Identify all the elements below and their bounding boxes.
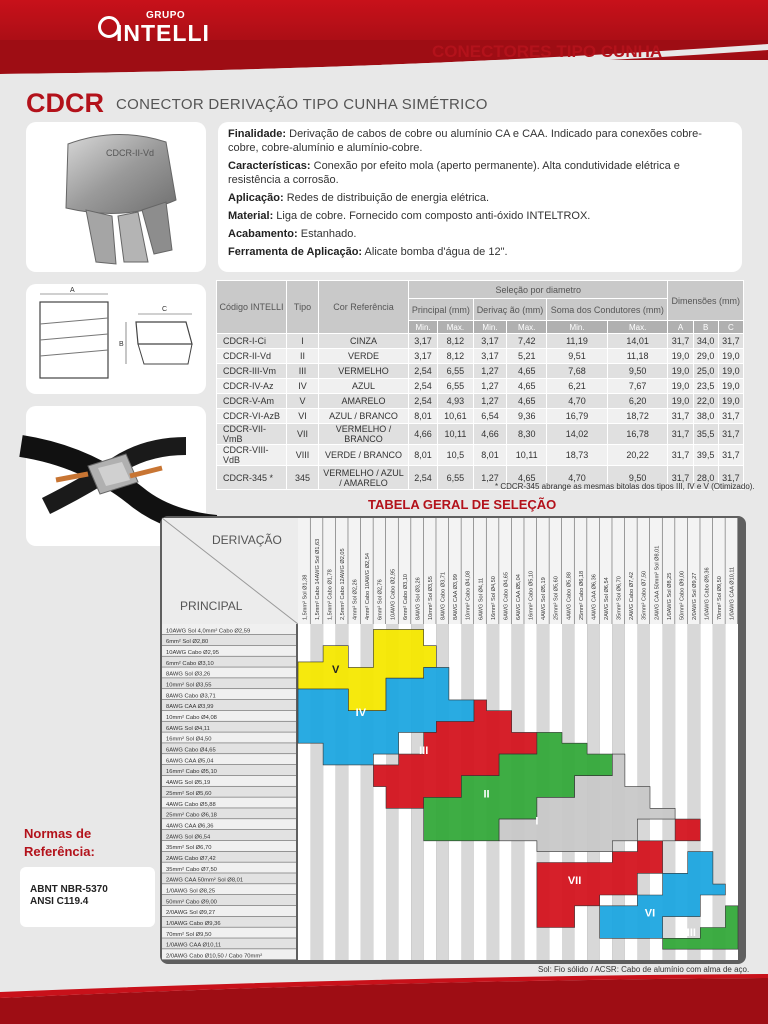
row-label: 1/0AWG CAA Ø10,11 — [166, 942, 222, 949]
row-label: 8AWG CAA Ø3,99 — [166, 704, 214, 711]
row-label: 6AWG Cabo Ø4,65 — [166, 747, 216, 754]
spec-cell: VI — [287, 409, 319, 424]
zone-label-ii: II — [483, 788, 490, 801]
spec-cell: 31,7 — [718, 334, 743, 349]
row-label: 2AWG Cabo Ø7,42 — [166, 855, 216, 862]
spec-cell: 8,01 — [409, 409, 438, 424]
spec-cell: 31,7 — [668, 445, 693, 466]
spec-cell: 8,12 — [438, 349, 474, 364]
normas-title-line2: Referência: — [24, 844, 95, 859]
spec-cell: 8,01 — [409, 445, 438, 466]
row-label: 1/0AWG Sol Ø8,25 — [166, 888, 216, 895]
spec-cell: 7,67 — [607, 379, 668, 394]
column-label: 25mm² Sol Ø5,60 — [553, 576, 560, 620]
spec-cell: 28,0 — [693, 466, 718, 490]
spec-cell: 35,5 — [693, 424, 718, 445]
spec-cell: VII — [287, 424, 319, 445]
row-label: 10mm² Sol Ø3,55 — [166, 682, 212, 689]
spec-cell: 16,79 — [547, 409, 608, 424]
column-label: 1,5mm² Cabo Ø1,78 — [327, 569, 334, 620]
spec-cell: 38,0 — [693, 409, 718, 424]
sub-a: A — [668, 321, 693, 334]
spec-cell: AZUL / BRANCO — [319, 409, 409, 424]
spec-cell: VERMELHO — [319, 364, 409, 379]
zone-label-iii: III — [419, 745, 429, 758]
row-label: 4AWG CAA Ø6,36 — [166, 823, 214, 830]
zone-label-viii: VIII — [679, 927, 696, 940]
row-label: 2AWG Sol Ø6,54 — [166, 834, 211, 841]
spec-cell: 16,78 — [607, 424, 668, 445]
column-label: 2AWG Sol Ø6,54 — [604, 577, 610, 620]
spec-cell: 4,65 — [507, 379, 547, 394]
column-label: 2AWG Cabo Ø7,42 — [629, 572, 636, 620]
column-label: 1/0AWG CAA Ø10,11 — [729, 566, 736, 620]
column-label: 8AWG CAA Ø3,99 — [453, 574, 460, 620]
spec-row — [217, 445, 744, 466]
product-info — [218, 122, 742, 272]
row-label: 50mm² Cabo Ø9,00 — [166, 899, 217, 906]
logo-name: INTELLI — [116, 20, 210, 46]
spec-cell: 14,01 — [607, 334, 668, 349]
norma-ansi: ANSI C119.4 — [30, 896, 89, 907]
normas-title — [24, 825, 95, 861]
spec-cell: 4,66 — [473, 424, 507, 445]
spec-cell: 9,36 — [507, 409, 547, 424]
zone-label-vi: VI — [644, 907, 656, 920]
column-label: 10mm² Sol Ø3,55 — [428, 576, 434, 620]
spec-cell: 6,21 — [547, 379, 608, 394]
spec-row — [217, 379, 744, 394]
spec-cell: 4,66 — [409, 424, 438, 445]
row-label: 6mm² Cabo Ø3,10 — [166, 660, 214, 667]
spec-cell: CDCR-345 * — [217, 466, 287, 490]
spec-cell: CDCR-II-Vd — [217, 349, 287, 364]
sub-max: Max. — [607, 321, 668, 334]
zone-label-vii: VII — [567, 875, 582, 888]
column-label: 25mm² Cabo Ø6,18 — [578, 570, 585, 620]
spec-cell: 19,0 — [718, 379, 743, 394]
selection-chart — [160, 516, 746, 964]
connector-photo — [26, 122, 206, 272]
spec-cell: 2,54 — [409, 379, 438, 394]
selection-title: TABELA GERAL DE SELEÇÃO — [368, 497, 557, 512]
dim-b-label: B — [119, 341, 124, 348]
column-label: 8AWG Cabo Ø3,71 — [440, 572, 447, 620]
spec-cell: 3,17 — [473, 349, 507, 364]
spec-cell: 1,27 — [473, 364, 507, 379]
spec-cell: CDCR-IV-Az — [217, 379, 287, 394]
spec-cell: II — [287, 349, 319, 364]
column-label: 6AWG CAA Ø5,04 — [516, 574, 522, 620]
spec-cell: 6,55 — [438, 379, 474, 394]
spec-cell: 9,51 — [547, 349, 608, 364]
spec-cell: 14,02 — [547, 424, 608, 445]
spec-cell: III — [287, 364, 319, 379]
zone-label-i: I — [535, 815, 539, 828]
spec-cell: 5,21 — [507, 349, 547, 364]
spec-cell: 19,0 — [668, 394, 693, 409]
column-stripe — [713, 624, 726, 960]
column-label: 1/0AWG Cabo Ø9,36 — [704, 567, 711, 620]
spec-cell: 3,17 — [473, 334, 507, 349]
row-label: 2/0AWG Sol Ø9,27 — [166, 910, 216, 917]
column-label: 4mm² Sol Ø2,26 — [352, 579, 359, 620]
column-stripe — [700, 624, 713, 960]
spec-cell: CDCR-V-Am — [217, 394, 287, 409]
spec-cell: CINZA — [319, 334, 409, 349]
row-label: 6AWG Sol Ø4,11 — [166, 725, 210, 732]
spec-cell: 31,7 — [668, 409, 693, 424]
spec-cell: 31,7 — [718, 466, 743, 490]
spec-table-body — [217, 334, 744, 490]
spec-cell: CDCR-VII-VmB — [217, 424, 287, 445]
col-tipo: Tipo — [287, 281, 319, 334]
row-label: 6mm² Sol Ø2,80 — [166, 639, 209, 646]
spec-cell: CDCR-VI-AzB — [217, 409, 287, 424]
row-label: 8AWG Cabo Ø3,71 — [166, 693, 216, 700]
row-label: 10mm² Cabo Ø4,08 — [166, 715, 217, 722]
row-label: 6AWG CAA Ø5,04 — [166, 758, 214, 765]
spec-cell: 39,5 — [693, 445, 718, 466]
spec-cell: I — [287, 334, 319, 349]
spec-cell: VERDE — [319, 349, 409, 364]
spec-cell: 11,19 — [547, 334, 608, 349]
sub-c: C — [718, 321, 743, 334]
column-label: 2,5mm² Cabo 12AWG Ø2,05 — [340, 548, 346, 620]
info-finalidade: Finalidade: Derivação de cabos de cobre ou alumínio CA e CAA. Indicado para conexões cobre-cobre, cobre-alumínio e alumínio-cobre. — [228, 128, 702, 154]
spec-cell: 34,0 — [693, 334, 718, 349]
column-label: 2/0AWG Sol Ø9,27 — [692, 572, 698, 620]
spec-cell: 6,20 — [607, 394, 668, 409]
normas-box — [20, 867, 155, 927]
spec-cell: 4,70 — [547, 394, 608, 409]
column-label: 16mm² Cabo Ø5,10 — [528, 570, 535, 620]
spec-cell: 20,22 — [607, 445, 668, 466]
norma-abnt: ABNT NBR-5370 — [30, 884, 108, 895]
spec-cell: VIII — [287, 445, 319, 466]
zone-label-v: V — [332, 663, 340, 676]
spec-cell: 25,0 — [693, 364, 718, 379]
spec-cell: 4,65 — [507, 364, 547, 379]
row-label: 2/0AWG Cabo Ø10,50 / Cabo 70mm² — [166, 953, 263, 960]
column-label: 2AWG CAA 50mm² Sol Ø8,01 — [654, 545, 661, 620]
spec-cell: 9,50 — [607, 466, 668, 490]
row-label: 70mm² Sol Ø9,50 — [166, 931, 212, 938]
spec-cell: 3,17 — [409, 349, 438, 364]
principal-label: PRINCIPAL — [180, 599, 243, 613]
col-principal: Principal (mm) — [409, 299, 474, 321]
spec-cell: VERMELHO / BRANCO — [319, 424, 409, 445]
logo-grupo: GRUPO — [146, 10, 186, 21]
spec-cell: 8,30 — [507, 424, 547, 445]
spec-cell: CDCR-III-Vm — [217, 364, 287, 379]
column-label: 16mm² Sol Ø4,50 — [490, 576, 497, 620]
spec-cell: 1,27 — [473, 466, 507, 490]
spec-cell: 3,17 — [409, 334, 438, 349]
column-label: 1,5mm² Cabo 14AWG Sol Ø1,63 — [314, 538, 321, 620]
spec-cell: 4,65 — [507, 394, 547, 409]
sub-min: Min. — [473, 321, 507, 334]
column-label: 6mm² Cabo Ø3,10 — [402, 573, 409, 620]
spec-table — [216, 280, 744, 490]
spec-cell: 19,0 — [668, 349, 693, 364]
spec-cell: VERMELHO / AZUL / AMARELO — [319, 466, 409, 490]
column-label: 4AWG Sol Ø5,19 — [541, 577, 548, 620]
spec-row — [217, 409, 744, 424]
col-soma: Soma dos Condutores (mm) — [547, 299, 668, 321]
sub-max: Max. — [438, 321, 474, 334]
row-label: 25mm² Cabo Ø6,18 — [166, 812, 217, 819]
spec-cell: 6,55 — [438, 364, 474, 379]
spec-cell: CDCR-I-Ci — [217, 334, 287, 349]
row-label: 35mm² Sol Ø6,70 — [166, 845, 212, 852]
column-label: 4mm² Cabo 10AWG Ø2,54 — [365, 553, 372, 620]
row-label: 8AWG Sol Ø3,26 — [166, 671, 211, 678]
connector-marking: CDCR-II-Vd — [106, 148, 155, 158]
spec-row — [217, 334, 744, 349]
row-label: 1/0AWG Cabo Ø9,36 — [166, 920, 221, 927]
spec-cell: 1,27 — [473, 379, 507, 394]
derivacao-label: DERIVAÇÃO — [212, 533, 282, 547]
spec-cell: IV — [287, 379, 319, 394]
spec-cell: 6,54 — [473, 409, 507, 424]
spec-cell: 19,0 — [718, 364, 743, 379]
zone-label-iv: IV — [355, 707, 367, 720]
spec-cell: 10,11 — [507, 445, 547, 466]
spec-cell: 10,61 — [438, 409, 474, 424]
spec-cell: 4,70 — [547, 466, 608, 490]
spec-cell: 22,0 — [693, 394, 718, 409]
sub-max: Max. — [507, 321, 547, 334]
spec-cell: 7,42 — [507, 334, 547, 349]
spec-cell: 19,0 — [668, 379, 693, 394]
spec-cell: 4,93 — [438, 394, 474, 409]
column-label: 4AWG Cabo Ø5,88 — [566, 572, 573, 620]
spec-cell: 8,01 — [473, 445, 507, 466]
sub-min: Min. — [409, 321, 438, 334]
spec-cell: 1,27 — [473, 394, 507, 409]
column-label: 8AWG Sol Ø3,26 — [415, 577, 422, 620]
column-label: 6AWG Cabo Ø4,65 — [503, 572, 510, 620]
spec-cell: 31,7 — [668, 334, 693, 349]
spec-cell: 31,7 — [718, 409, 743, 424]
spec-cell: 18,72 — [607, 409, 668, 424]
spec-row — [217, 424, 744, 445]
spec-cell: 9,50 — [607, 364, 668, 379]
column-label: 1,5mm² Sol Ø1,38 — [302, 574, 309, 620]
column-label: 35mm² Cabo Ø7,50 — [641, 570, 648, 620]
row-label: 10AWG Sol 4,0mm² Cabo Ø2,59 — [166, 628, 251, 635]
column-label: 70mm² Sol Ø9,50 — [717, 576, 724, 620]
spec-cell: 31,7 — [668, 424, 693, 445]
column-label: 4AWG CAA Ø6,36 — [591, 574, 598, 620]
info-ferramenta: Ferramenta de Aplicação: Alicate bomba d'água de 12". — [228, 246, 508, 258]
column-label: 50mm² Cabo Ø9,00 — [679, 570, 686, 620]
info-acabamento: Acabamento: Estanhado. — [228, 228, 357, 240]
dim-a-label: A — [70, 287, 75, 294]
sub-min: Min. — [547, 321, 608, 334]
info-caracteristicas: Características: Conexão por efeito mola (aperto permanente). Alta condutividade elétrica e resistência a corrosão. — [228, 160, 680, 186]
spec-cell: 6,55 — [438, 466, 474, 490]
spec-cell: 2,54 — [409, 364, 438, 379]
column-label: 10AWG Cabo Ø2,95 — [390, 568, 397, 620]
spec-cell: 2,54 — [409, 394, 438, 409]
selection-footnote: Sol: Fio sólido / ACSR: Cabo de alumínio com alma de aço. — [538, 965, 750, 974]
row-label: 35mm² Cabo Ø7,50 — [166, 866, 217, 873]
spec-cell: 19,0 — [718, 349, 743, 364]
spec-cell: 10,11 — [438, 424, 474, 445]
spec-cell: 7,68 — [547, 364, 608, 379]
spec-row — [217, 364, 744, 379]
spec-cell: 10,5 — [438, 445, 474, 466]
col-dimensoes: Dimensões (mm) — [668, 281, 744, 321]
spec-cell: 29,0 — [693, 349, 718, 364]
dim-c-label: C — [162, 306, 168, 313]
spec-cell: 345 — [287, 466, 319, 490]
info-material: Material: Liga de cobre. Fornecido com composto anti-óxido INTELTROX. — [228, 210, 591, 222]
col-derivacao: Derivaç ão (mm) — [473, 299, 546, 321]
product-subtitle: CONECTOR DERIVAÇÃO TIPO CUNHA SIMÉTRICO — [116, 96, 488, 113]
normas-title-line1: Normas de — [24, 826, 92, 841]
spec-cell: AZUL — [319, 379, 409, 394]
spec-cell: 18,73 — [547, 445, 608, 466]
spec-cell: 31,7 — [718, 445, 743, 466]
row-label: 4AWG Sol Ø5,19 — [166, 780, 211, 787]
row-label: 4AWG Cabo Ø5,88 — [166, 801, 216, 808]
row-label: 16mm² Sol Ø4,50 — [166, 736, 212, 743]
spec-cell: V — [287, 394, 319, 409]
column-label: 6mm² Sol Ø2,76 — [377, 579, 384, 620]
col-selecao: Seleção por diametro — [409, 281, 668, 299]
spec-cell: 2,54 — [409, 466, 438, 490]
spec-row — [217, 349, 744, 364]
spec-cell: 31,7 — [718, 424, 743, 445]
spec-cell: 31,7 — [668, 466, 693, 490]
spec-cell: CDCR-VIII-VdB — [217, 445, 287, 466]
row-label: 2AWG CAA 50mm² Sol Ø8,01 — [166, 877, 244, 884]
spec-cell: 4,65 — [507, 466, 547, 490]
info-aplicacao: Aplicação: Redes de distribuição de energia elétrica. — [228, 192, 490, 204]
column-label: 6AWG Sol Ø4,11 — [478, 577, 485, 620]
spec-cell: 19,0 — [718, 394, 743, 409]
spec-note: * CDCR-345 abrange as mesmas bitolas dos tipos III, IV e V (Otimizado). — [495, 482, 755, 491]
col-cor: Cor Referência — [319, 281, 409, 334]
page-title: CONECTORES TIPO CUNHA — [432, 42, 663, 61]
row-label: 25mm² Sol Ø5,60 — [166, 790, 212, 797]
spec-cell: 19,0 — [668, 364, 693, 379]
dimension-drawing — [26, 284, 206, 394]
column-label: 1/0AWG Sol Ø8,25 — [666, 572, 673, 620]
column-label: 35mm² Sol Ø6,70 — [616, 576, 623, 620]
spec-cell: VERDE / BRANCO — [319, 445, 409, 466]
row-label: 16mm² Cabo Ø5,10 — [166, 769, 217, 776]
footer-bar — [0, 978, 768, 1024]
product-code: CDCR — [26, 88, 104, 118]
spec-cell: 11,18 — [607, 349, 668, 364]
spec-row — [217, 394, 744, 409]
spec-cell: AMARELO — [319, 394, 409, 409]
sub-b: B — [693, 321, 718, 334]
column-label: 10mm² Cabo Ø4,08 — [465, 570, 472, 620]
row-label: 10AWG Cabo Ø2,95 — [166, 650, 219, 657]
spec-cell: 8,12 — [438, 334, 474, 349]
spec-cell: 23,5 — [693, 379, 718, 394]
col-codigo: Código INTELLI — [217, 281, 287, 334]
